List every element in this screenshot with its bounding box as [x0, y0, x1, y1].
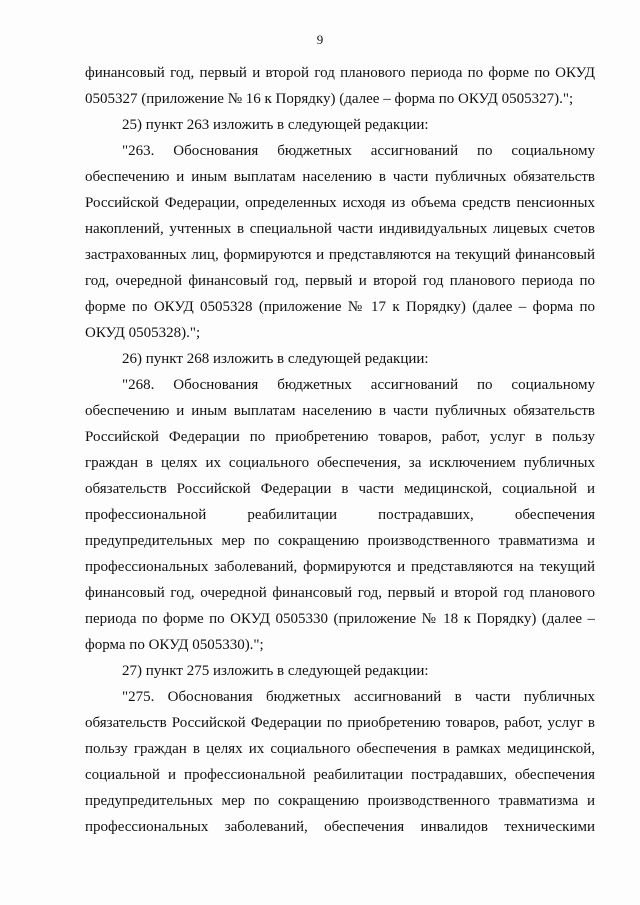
text-line: "275. Обоснования бюджетных ассигнований в части публичных	[122, 689, 595, 705]
text-line: "268. Обоснования бюджетных ассигнований по социальному	[122, 377, 595, 393]
text-line: профессиональных заболеваний, формируются и представляются на текущий	[85, 559, 595, 575]
text-line: форма по ОКУД 0505330).";	[85, 637, 264, 653]
text-line: 27) пункт 275 изложить в следующей редакции:	[122, 663, 429, 679]
text-line: социальной и профессиональной реабилитации пострадавших, обеспечения	[85, 767, 595, 783]
text-line: форме по ОКУД 0505328 (приложение № 17 к Порядку) (далее – форма по	[85, 299, 595, 315]
text-line: 26) пункт 268 изложить в следующей редакции:	[122, 351, 429, 367]
text-line: финансовый год, первый и второй год планового периода по форме по ОКУД	[85, 65, 595, 81]
text-line: обязательств Российской Федерации в части медицинской, социальной и	[85, 481, 595, 497]
text-line: предупредительных мер по сокращению производственного травматизма и	[85, 533, 595, 549]
text-line: профессиональных заболеваний, обеспечения инвалидов техническими	[85, 819, 595, 835]
document-body	[85, 60, 595, 840]
text-line: предупредительных мер по сокращению производственного травматизма и	[85, 793, 595, 809]
text-line: пользу граждан в целях их социального обеспечения в рамках медицинской,	[85, 741, 595, 757]
text-line: финансовый год, очередной финансовый год, первый и второй год планового	[85, 585, 595, 601]
text-line: граждан в целях их социального обеспечения, за исключением публичных	[85, 455, 595, 471]
text-line: Российской Федерации, определенных исходя из объема средств пенсионных	[85, 195, 595, 211]
text-line: обеспечению и иным выплатам населению в части публичных обязательств	[85, 169, 595, 185]
text-line: обязательств Российской Федерации по приобретению товаров, работ, услуг в	[85, 715, 595, 731]
text-line: год, очередной финансовый год, первый и второй год планового периода по	[85, 273, 595, 289]
text-line: 0505327 (приложение № 16 к Порядку) (далее – форма по ОКУД 0505327).";	[85, 91, 574, 107]
text-line: "263. Обоснования бюджетных ассигнований по социальному	[122, 143, 595, 159]
text-line: периода по форме по ОКУД 0505330 (приложение № 18 к Порядку) (далее –	[85, 611, 595, 627]
text-line: накоплений, учтенных в специальной части индивидуальных лицевых счетов	[85, 221, 595, 237]
text-line: ОКУД 0505328).";	[85, 325, 201, 341]
page-number: 9	[316, 32, 324, 47]
text-line: обеспечению и иным выплатам населению в части публичных обязательств	[85, 403, 595, 419]
text-line: застрахованных лиц, формируются и представляются на текущий финансовый	[85, 247, 595, 263]
text-line: профессиональной реабилитации пострадавших, обеспечения	[85, 507, 595, 523]
text-line: Российской Федерации по приобретению товаров, работ, услуг в пользу	[85, 429, 595, 445]
text-line: 25) пункт 263 изложить в следующей редакции:	[122, 117, 429, 133]
